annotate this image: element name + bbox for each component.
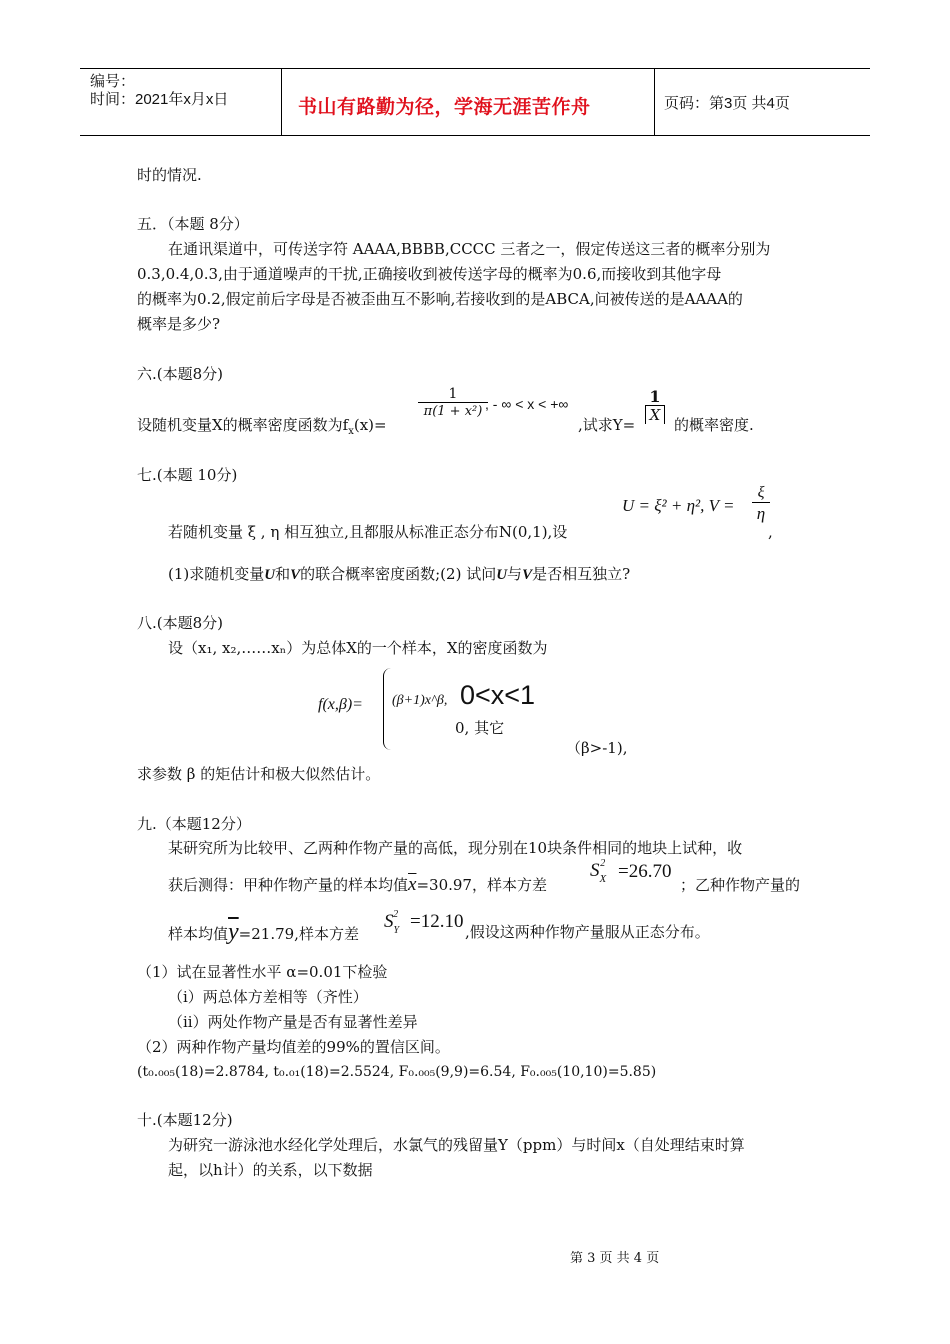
fraction-denominator: X [638, 406, 672, 424]
text: 的概率密度. [674, 416, 754, 434]
time-label: 时间：2021年x月x日 [90, 91, 229, 108]
paragraph-line: （2）两种作物产量均值差的99%的置信区间。 [137, 1038, 450, 1056]
text: ,试求Y= [578, 416, 636, 434]
motto: 书山有路勤为径，学海无涯苦作舟 [298, 97, 591, 118]
question-title: 五．（本题 8分） [137, 215, 249, 233]
y-fraction [638, 388, 672, 424]
fraction-denominator: π(1 + x²) [418, 402, 488, 421]
density-lhs: f(x,β)= [318, 696, 363, 713]
fraction-numerator: 1 [649, 387, 661, 406]
paragraph-line: 在通讯渠道中，可传送字符 AAAA,BBBB,CCCC 三者之一，假定传送这三者的概率分别为 [168, 240, 771, 258]
variance-y-value: =12.10 [410, 911, 464, 932]
case-1-interval: 0<x<1 [460, 680, 536, 710]
brace [383, 668, 392, 750]
paragraph-line: 获后测得：甲种作物产量的样本均值$\overline{x}=30.97$，样本方差 [168, 874, 547, 895]
page-label: 页码：第3页 共4页 [664, 95, 790, 112]
subscript: x [348, 426, 354, 437]
paragraph-line: 0.3,0.4,0.3,由于通道噪声的干扰,正确接收到被传送字母的概率为0.6,而接收到其他字母 [137, 265, 722, 283]
paragraph-line: 样本均值$\overline{y}=21.79$,样本方差 [168, 919, 359, 945]
variance-x: $S_X^2$ [590, 858, 607, 885]
paragraph-line: 起，以h计）的关系，以下数据 [168, 1161, 373, 1179]
code-label: 编号： [90, 73, 136, 90]
condition: （β>-1), [566, 739, 628, 757]
variance-y: $S_Y^2$ [384, 909, 400, 936]
paragraph-line: 的概率为0.2,假定前后字母是否被歪曲互不影响,若接收到的是ABCA,问被传送的是AAAA的 [137, 290, 743, 308]
paragraph-line: 设（x₁, x₂,……xₙ）为总体X的一个样本，X的密度函数为 [168, 639, 548, 657]
paragraph-line: （ii）两处作物产量是否有显著性差异 [168, 1013, 418, 1031]
question-title: 九.（本题12分） [137, 815, 251, 833]
case-2: 0, 其它 [455, 719, 505, 737]
fraction-numerator: 1 [448, 386, 458, 402]
fraction-denominator: η [752, 502, 770, 525]
question-title: 十.(本题12分) [137, 1111, 233, 1129]
formula-u: U = ξ² + η², V = [622, 496, 735, 515]
text: ；乙种作物产量的 [680, 876, 801, 894]
range-text: , - ∞ < x < +∞ [485, 396, 569, 412]
intro-text: 时的情况. [137, 166, 202, 184]
question-title: 六.(本题8分) [137, 365, 224, 383]
paragraph-line: 某研究所为比较甲、乙两种作物产量的高低，现分别在10块条件相同的地块上试种，收 [168, 839, 743, 857]
variance-x-value: =26.70 [618, 861, 672, 882]
text: , [768, 523, 773, 541]
text: 设随机变量X的概率密度函数为f [137, 416, 349, 434]
fraction-numerator: ξ [757, 484, 765, 501]
formula-v-fraction [752, 484, 770, 525]
density-fraction [418, 386, 488, 421]
text: (x)= [353, 416, 387, 434]
paragraph-line: 若随机变量 ξ , η 相互独立,且都服从标准正态分布N(0,1),设 [168, 523, 568, 541]
question-title: 七.(本题 10分) [137, 466, 238, 484]
paragraph-line: 为研究一游泳池水经化学处理后，水氯气的残留量Y（ppm）与时间x（自处理结束时算 [168, 1136, 745, 1154]
paragraph-line: (1)求随机变量U和V的联合概率密度函数;(2) 试问U与V是否相互独立? [168, 565, 631, 583]
text: ,假设这两种作物产量服从正态分布。 [465, 923, 710, 941]
critical-values: (t₀.₀₀₅(18)=2.8784, t₀.₀₁(18)=2.5524, F₀.₀₀₅(9,9)=6.54, F₀.₀₀₅(10,10)=5.85) [137, 1064, 657, 1080]
paragraph-line: 概率是多少? [137, 315, 221, 333]
question-title: 八.(本题8分) [137, 614, 224, 632]
paragraph-line: 求参数 β 的矩估计和极大似然估计。 [137, 765, 381, 783]
paragraph-line: （1）试在显著性水平 α=0.01下检验 [137, 963, 388, 981]
paragraph-line: （i）两总体方差相等（齐性） [168, 988, 368, 1006]
paragraph-line [137, 415, 387, 442]
page-footer: 第 3 页 共 4 页 [570, 1251, 660, 1266]
case-1: (β+1)x^β, [392, 693, 448, 708]
